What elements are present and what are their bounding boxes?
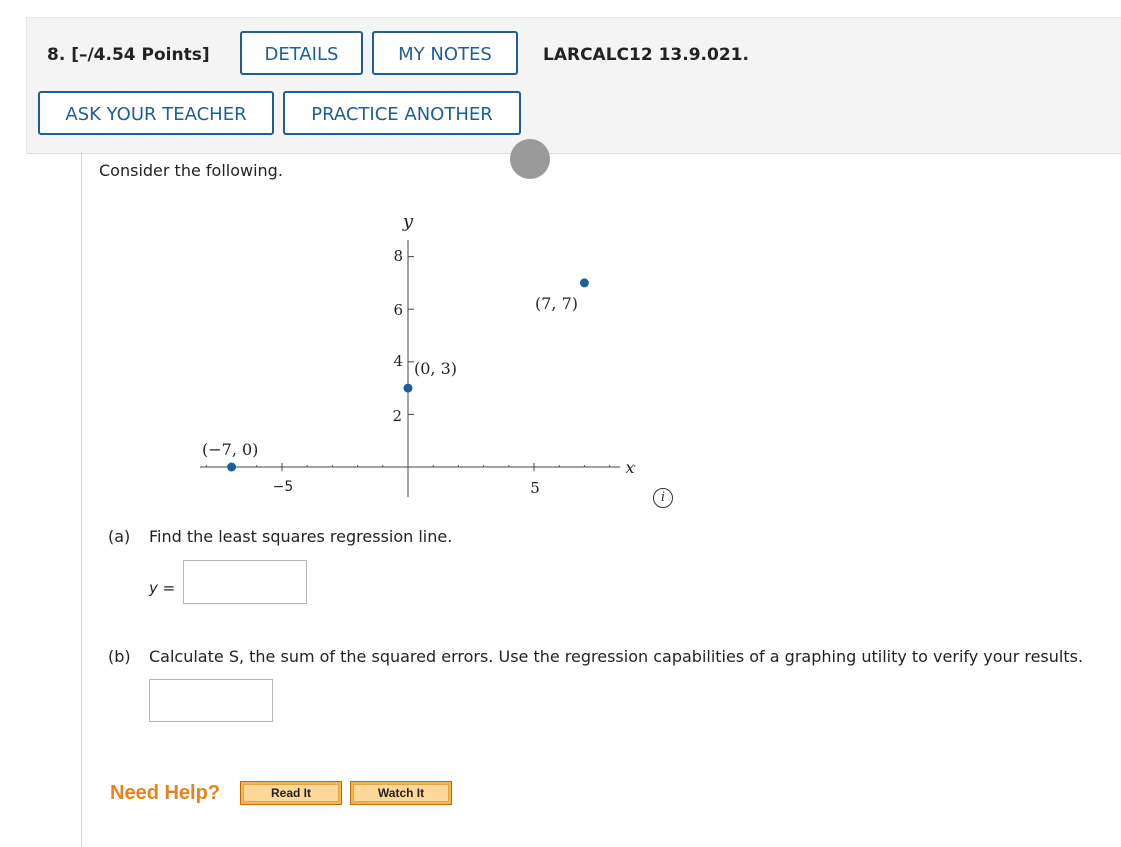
- practice-another-button[interactable]: PRACTICE ANOTHER: [283, 91, 521, 135]
- scatter-plot: [190, 205, 660, 505]
- part-a-text: Find the least squares regression line.: [149, 527, 453, 546]
- part-a-prefix: (a): [108, 527, 131, 546]
- my-notes-button[interactable]: MY NOTES: [372, 31, 518, 75]
- part-a-answer-label: y =: [149, 579, 176, 597]
- y-tick-label-8: 8: [393, 247, 403, 265]
- details-button[interactable]: DETAILS: [240, 31, 363, 75]
- x-tick-label-5: 5: [530, 479, 540, 497]
- point-label-neg7-0: (−7, 0): [202, 440, 259, 459]
- cursor-indicator: [510, 139, 550, 179]
- read-it-label: Read It: [243, 784, 339, 802]
- problem-reference: LARCALC12 13.9.021.: [543, 45, 749, 65]
- data-point-2: [580, 278, 589, 287]
- sum-squared-errors-input[interactable]: [149, 679, 273, 722]
- need-help-label: Need Help?: [110, 782, 221, 804]
- y-tick-label-2: 2: [392, 407, 402, 425]
- watch-it-label: Watch It: [353, 784, 449, 802]
- data-point-1: [404, 384, 413, 393]
- content-divider: [81, 152, 82, 847]
- y-tick-label-4: 4: [393, 352, 403, 370]
- x-axis-label: x: [625, 458, 635, 477]
- point-label-0-3: (0, 3): [414, 359, 458, 378]
- x-tick-label-neg5: −5: [272, 479, 294, 495]
- watch-it-button[interactable]: [350, 781, 452, 805]
- ask-your-teacher-button[interactable]: ASK YOUR TEACHER: [38, 91, 274, 135]
- y-axis-label: y: [402, 211, 414, 232]
- info-icon[interactable]: i: [653, 488, 673, 508]
- part-b-text: Calculate S, the sum of the squared errors. Use the regression capabilities of a graphing utility to verify your results.: [149, 647, 1084, 666]
- question-header: [26, 17, 1121, 154]
- point-label-7-7: (7, 7): [535, 294, 579, 313]
- regression-line-input[interactable]: [183, 560, 307, 604]
- question-intro: Consider the following.: [99, 161, 283, 180]
- part-b-prefix: (b): [108, 647, 131, 666]
- read-it-button[interactable]: [240, 781, 342, 805]
- y-tick-label-6: 6: [393, 301, 403, 319]
- data-point-0: [227, 463, 236, 472]
- question-number: 8. [–/4.54 Points]: [47, 45, 210, 65]
